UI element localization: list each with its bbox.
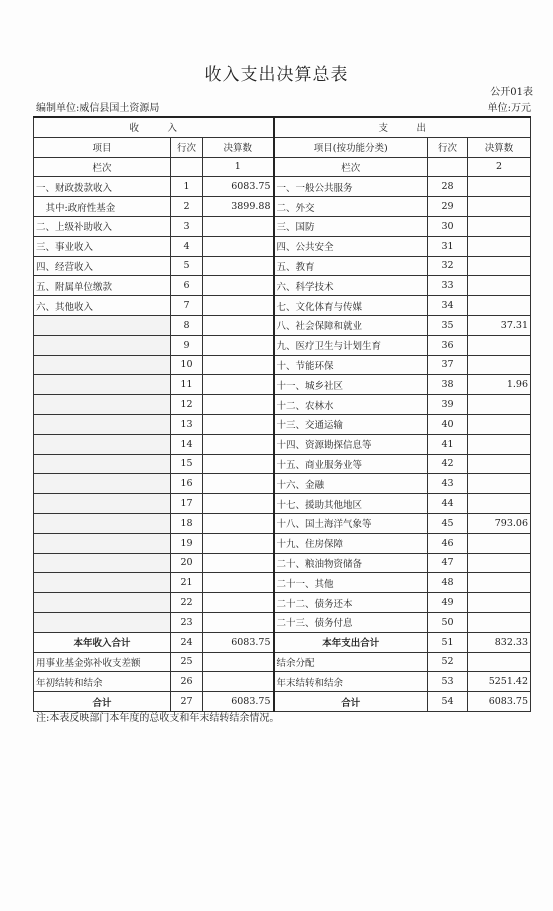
column-index-row	[34, 157, 531, 177]
income-amount-cell	[203, 296, 274, 316]
income-line-cell: 1	[171, 177, 203, 197]
income-summary-line: 24	[171, 632, 203, 652]
income-item-cell: 五、附属单位缴款	[34, 276, 171, 296]
income-item-cell	[34, 533, 171, 553]
income-line-cell: 6	[171, 276, 203, 296]
compiling-unit: 编制单位:威信县国土资源局	[36, 103, 160, 114]
expense-summary-label: 年末结转和结余	[274, 672, 428, 692]
income-amount-header: 决算数	[203, 137, 274, 157]
income-amount-cell	[203, 513, 274, 533]
expense-line-cell: 31	[428, 236, 468, 256]
income-line-cell: 2	[171, 197, 203, 217]
expense-item-cell: 四、公共安全	[274, 236, 428, 256]
income-line-cell: 19	[171, 533, 203, 553]
income-line-cell: 15	[171, 454, 203, 474]
expense-item-cell: 十一、城乡社区	[274, 375, 428, 395]
income-item-cell: 一、财政拨款收入	[34, 177, 171, 197]
expense-amount-cell	[468, 335, 531, 355]
income-summary-amount: 6083.75	[203, 692, 274, 712]
income-amount-cell	[203, 573, 274, 593]
income-summary-amount: 6083.75	[203, 632, 274, 652]
income-index-col: 1	[203, 157, 274, 177]
table-row	[34, 612, 531, 632]
currency-unit: 单位:万元	[487, 103, 531, 114]
expense-item-cell: 十、节能环保	[274, 355, 428, 375]
budget-summary-table	[33, 116, 531, 712]
table-row	[34, 533, 531, 553]
income-summary-line: 25	[171, 652, 203, 672]
income-index-label: 栏次	[34, 157, 171, 177]
expense-line-cell: 30	[428, 216, 468, 236]
expense-amount-header: 决算数	[468, 137, 531, 157]
expense-line-cell: 48	[428, 573, 468, 593]
expense-amount-cell	[468, 553, 531, 573]
income-item-cell	[34, 414, 171, 434]
income-item-cell	[34, 395, 171, 415]
income-line-cell: 21	[171, 573, 203, 593]
table-row	[34, 573, 531, 593]
income-amount-cell	[203, 375, 274, 395]
income-item-cell: 六、其他收入	[34, 296, 171, 316]
expense-line-cell: 47	[428, 553, 468, 573]
income-item-cell: 四、经营收入	[34, 256, 171, 276]
income-line-cell: 16	[171, 474, 203, 494]
expense-amount-cell	[468, 593, 531, 613]
expense-item-cell: 十七、援助其他地区	[274, 494, 428, 514]
income-amount-cell	[203, 236, 274, 256]
table-row	[34, 236, 531, 256]
income-amount-cell	[203, 256, 274, 276]
income-summary-label: 用事业基金弥补收支差额	[34, 652, 171, 672]
expense-amount-cell	[468, 414, 531, 434]
income-amount-cell	[203, 414, 274, 434]
table-row	[34, 434, 531, 454]
expense-amount-cell	[468, 434, 531, 454]
expense-item-cell: 十三、交通运输	[274, 414, 428, 434]
expense-summary-amount: 6083.75	[468, 692, 531, 712]
income-item-cell: 其中:政府性基金	[34, 197, 171, 217]
expense-item-cell: 六、科学技术	[274, 276, 428, 296]
summary-row	[34, 652, 531, 672]
table-row	[34, 494, 531, 514]
income-item-cell	[34, 335, 171, 355]
table-row	[34, 553, 531, 573]
table-row	[34, 256, 531, 276]
footnote: 注:本表反映部门本年度的总收支和年末结转结余情况。	[36, 713, 280, 724]
expense-index-label: 栏次	[274, 157, 428, 177]
expense-item-cell: 十九、住房保障	[274, 533, 428, 553]
income-item-cell	[34, 494, 171, 514]
income-summary-amount	[203, 652, 274, 672]
expense-item-header: 项目(按功能分类)	[274, 137, 428, 157]
expense-summary-amount: 5251.42	[468, 672, 531, 692]
column-header-row	[34, 137, 531, 157]
summary-row	[34, 632, 531, 652]
expense-item-cell: 七、文化体育与传媒	[274, 296, 428, 316]
expense-section-header: 支 出	[274, 117, 531, 137]
expense-line-header: 行次	[428, 137, 468, 157]
income-line-cell: 23	[171, 612, 203, 632]
table-row	[34, 474, 531, 494]
table-row	[34, 276, 531, 296]
income-item-cell	[34, 573, 171, 593]
table-row	[34, 375, 531, 395]
expense-item-cell: 九、医疗卫生与计划生育	[274, 335, 428, 355]
expense-index-blank	[428, 157, 468, 177]
income-item-cell	[34, 513, 171, 533]
expense-amount-cell	[468, 216, 531, 236]
expense-summary-amount	[468, 652, 531, 672]
expense-item-cell: 二十、粮油物资储备	[274, 553, 428, 573]
income-line-cell: 4	[171, 236, 203, 256]
expense-summary-line: 51	[428, 632, 468, 652]
expense-amount-cell	[468, 494, 531, 514]
income-amount-cell	[203, 276, 274, 296]
expense-line-cell: 29	[428, 197, 468, 217]
table-row	[34, 395, 531, 415]
table-row	[34, 177, 531, 197]
income-item-cell: 三、事业收入	[34, 236, 171, 256]
table-row	[34, 197, 531, 217]
expense-item-cell: 二、外交	[274, 197, 428, 217]
expense-item-cell: 一、一般公共服务	[274, 177, 428, 197]
expense-item-cell: 十二、农林水	[274, 395, 428, 415]
income-amount-cell	[203, 494, 274, 514]
income-amount-cell	[203, 593, 274, 613]
expense-line-cell: 42	[428, 454, 468, 474]
table-row	[34, 414, 531, 434]
expense-index-col: 2	[468, 157, 531, 177]
income-line-cell: 14	[171, 434, 203, 454]
income-summary-label: 合计	[34, 692, 171, 712]
income-amount-cell	[203, 395, 274, 415]
income-amount-cell	[203, 474, 274, 494]
expense-summary-line: 53	[428, 672, 468, 692]
section-header-row	[34, 117, 531, 137]
expense-line-cell: 34	[428, 296, 468, 316]
expense-line-cell: 45	[428, 513, 468, 533]
expense-item-cell: 十五、商业服务业等	[274, 454, 428, 474]
expense-amount-cell	[468, 197, 531, 217]
income-line-header: 行次	[171, 137, 203, 157]
income-line-cell: 17	[171, 494, 203, 514]
expense-item-cell: 二十二、债务还本	[274, 593, 428, 613]
expense-amount-cell: 793.06	[468, 513, 531, 533]
income-section-header: 收 入	[34, 117, 274, 137]
expense-item-cell: 八、社会保障和就业	[274, 315, 428, 335]
income-item-cell	[34, 355, 171, 375]
expense-summary-line: 52	[428, 652, 468, 672]
table-row	[34, 335, 531, 355]
income-amount-cell	[203, 553, 274, 573]
income-line-cell: 12	[171, 395, 203, 415]
income-amount-cell	[203, 315, 274, 335]
income-amount-cell	[203, 216, 274, 236]
expense-item-cell: 十八、国土海洋气象等	[274, 513, 428, 533]
expense-line-cell: 33	[428, 276, 468, 296]
income-item-cell	[34, 474, 171, 494]
income-item-cell	[34, 593, 171, 613]
expense-amount-cell	[468, 612, 531, 632]
income-line-cell: 3	[171, 216, 203, 236]
income-amount-cell	[203, 335, 274, 355]
income-amount-cell	[203, 612, 274, 632]
income-line-cell: 8	[171, 315, 203, 335]
income-amount-cell: 3899.88	[203, 197, 274, 217]
income-item-header: 项目	[34, 137, 171, 157]
income-line-cell: 5	[171, 256, 203, 276]
income-item-cell	[34, 612, 171, 632]
income-line-cell: 13	[171, 414, 203, 434]
table-row	[34, 216, 531, 236]
expense-amount-cell	[468, 256, 531, 276]
expense-line-cell: 50	[428, 612, 468, 632]
income-item-cell	[34, 553, 171, 573]
expense-item-cell: 十四、资源勘探信息等	[274, 434, 428, 454]
table-row	[34, 593, 531, 613]
income-index-blank	[171, 157, 203, 177]
income-summary-line: 27	[171, 692, 203, 712]
expense-item-cell: 二十一、其他	[274, 573, 428, 593]
income-item-cell: 二、上级补助收入	[34, 216, 171, 236]
expense-item-cell: 三、国防	[274, 216, 428, 236]
income-item-cell	[34, 434, 171, 454]
income-line-cell: 22	[171, 593, 203, 613]
expense-amount-cell	[468, 355, 531, 375]
table-row	[34, 315, 531, 335]
expense-amount-cell	[468, 573, 531, 593]
table-row	[34, 513, 531, 533]
table-row	[34, 296, 531, 316]
income-line-cell: 9	[171, 335, 203, 355]
expense-line-cell: 40	[428, 414, 468, 434]
income-amount-cell	[203, 533, 274, 553]
expense-line-cell: 36	[428, 335, 468, 355]
expense-amount-cell	[468, 177, 531, 197]
expense-item-cell: 五、教育	[274, 256, 428, 276]
expense-line-cell: 44	[428, 494, 468, 514]
page-title: 收入支出决算总表	[204, 65, 349, 85]
expense-summary-line: 54	[428, 692, 468, 712]
income-line-cell: 20	[171, 553, 203, 573]
expense-line-cell: 28	[428, 177, 468, 197]
summary-row	[34, 672, 531, 692]
expense-summary-amount: 832.33	[468, 632, 531, 652]
expense-line-cell: 46	[428, 533, 468, 553]
income-line-cell: 18	[171, 513, 203, 533]
table-row	[34, 454, 531, 474]
expense-line-cell: 39	[428, 395, 468, 415]
expense-amount-cell	[468, 276, 531, 296]
table-row	[34, 355, 531, 375]
expense-line-cell: 37	[428, 355, 468, 375]
income-amount-cell	[203, 454, 274, 474]
expense-amount-cell: 1.96	[468, 375, 531, 395]
expense-item-cell: 二十三、债务付息	[274, 612, 428, 632]
income-item-cell	[34, 454, 171, 474]
expense-summary-label: 合计	[274, 692, 428, 712]
income-item-cell	[34, 375, 171, 395]
expense-line-cell: 35	[428, 315, 468, 335]
income-summary-label: 年初结转和结余	[34, 672, 171, 692]
expense-amount-cell	[468, 474, 531, 494]
income-amount-cell: 6083.75	[203, 177, 274, 197]
income-amount-cell	[203, 355, 274, 375]
expense-line-cell: 49	[428, 593, 468, 613]
expense-summary-label: 结余分配	[274, 652, 428, 672]
expense-line-cell: 38	[428, 375, 468, 395]
income-line-cell: 7	[171, 296, 203, 316]
income-line-cell: 11	[171, 375, 203, 395]
income-summary-line: 26	[171, 672, 203, 692]
expense-amount-cell	[468, 296, 531, 316]
expense-amount-cell	[468, 395, 531, 415]
expense-amount-cell	[468, 533, 531, 553]
income-summary-label: 本年收入合计	[34, 632, 171, 652]
income-amount-cell	[203, 434, 274, 454]
income-line-cell: 10	[171, 355, 203, 375]
expense-amount-cell	[468, 236, 531, 256]
form-number: 公开01表	[490, 87, 533, 98]
expense-item-cell: 十六、金融	[274, 474, 428, 494]
income-summary-amount	[203, 672, 274, 692]
expense-summary-label: 本年支出合计	[274, 632, 428, 652]
expense-line-cell: 32	[428, 256, 468, 276]
expense-amount-cell	[468, 454, 531, 474]
expense-line-cell: 41	[428, 434, 468, 454]
expense-amount-cell: 37.31	[468, 315, 531, 335]
expense-line-cell: 43	[428, 474, 468, 494]
income-item-cell	[34, 315, 171, 335]
